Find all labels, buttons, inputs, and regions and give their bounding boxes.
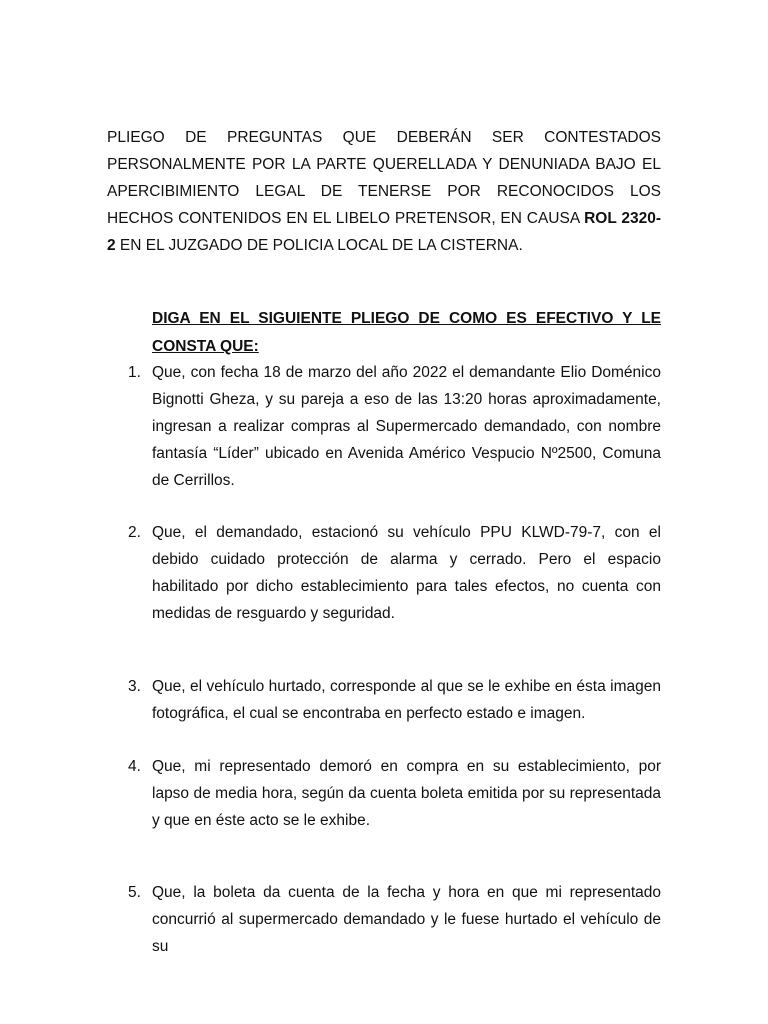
item-number: 5.	[128, 884, 141, 901]
intro-text-part1: PLIEGO DE PREGUNTAS QUE DEBERÁN SER CONTESTADOS PERSONALMENTE POR LA PARTE QUERELLADA Y DENUNIADA BAJO EL APERCIBIMIENTO LEGAL DE TENERSE POR RECONOCIDOS LOS HECHOS CONTENIDOS EN EL LIBELO PRETENSOR, EN CAUSA	[107, 129, 661, 227]
item-text: Que, el demandado, estacionó su vehículo PPU KLWD-79-7, con el debido cuidado protección de alarma y cerrado. Pero el espacio habilitado por dicho establecimiento para tales efectos, no cuenta con medidas de resguardo y seguridad.	[152, 524, 661, 622]
item-number: 4.	[128, 758, 141, 775]
item-text: Que, la boleta da cuenta de la fecha y hora en que mi representado concurrió al supermercado demandado y le fuese hurtado el vehículo de su	[152, 884, 661, 955]
item-number: 1.	[128, 364, 141, 381]
item-number: 3.	[128, 678, 141, 695]
intro-text-part2: EN EL JUZGADO DE POLICIA LOCAL DE LA CISTERNA.	[115, 237, 523, 254]
intro-paragraph	[107, 124, 661, 259]
item-text: Que, mi representado demoró en compra en su establecimiento, por lapso de media hora, según da cuenta boleta emitida por su representada y que en éste acto se le exhibe.	[152, 758, 661, 829]
item-text: Que, con fecha 18 de marzo del año 2022 el demandante Elio Doménico Bignotti Gheza, y su pareja a eso de las 13:20 horas aproximadamente, ingresan a realizar compras al Supermercado demandado, con nombre fantasía “Líder” ubicado en Avenida Américo Vespucio Nº2500, Comuna de Cerrillos.	[152, 364, 661, 489]
case-number: ROL 2320-2	[107, 210, 661, 254]
item-number: 2.	[128, 524, 141, 541]
item-text: Que, el vehículo hurtado, corresponde al que se le exhibe en ésta imagen fotográfica, el cual se encontraba en perfecto estado e imagen.	[152, 678, 661, 722]
section-heading: DIGA EN EL SIGUIENTE PLIEGO DE COMO ES EFECTIVO Y LE CONSTA QUE:	[152, 310, 661, 355]
